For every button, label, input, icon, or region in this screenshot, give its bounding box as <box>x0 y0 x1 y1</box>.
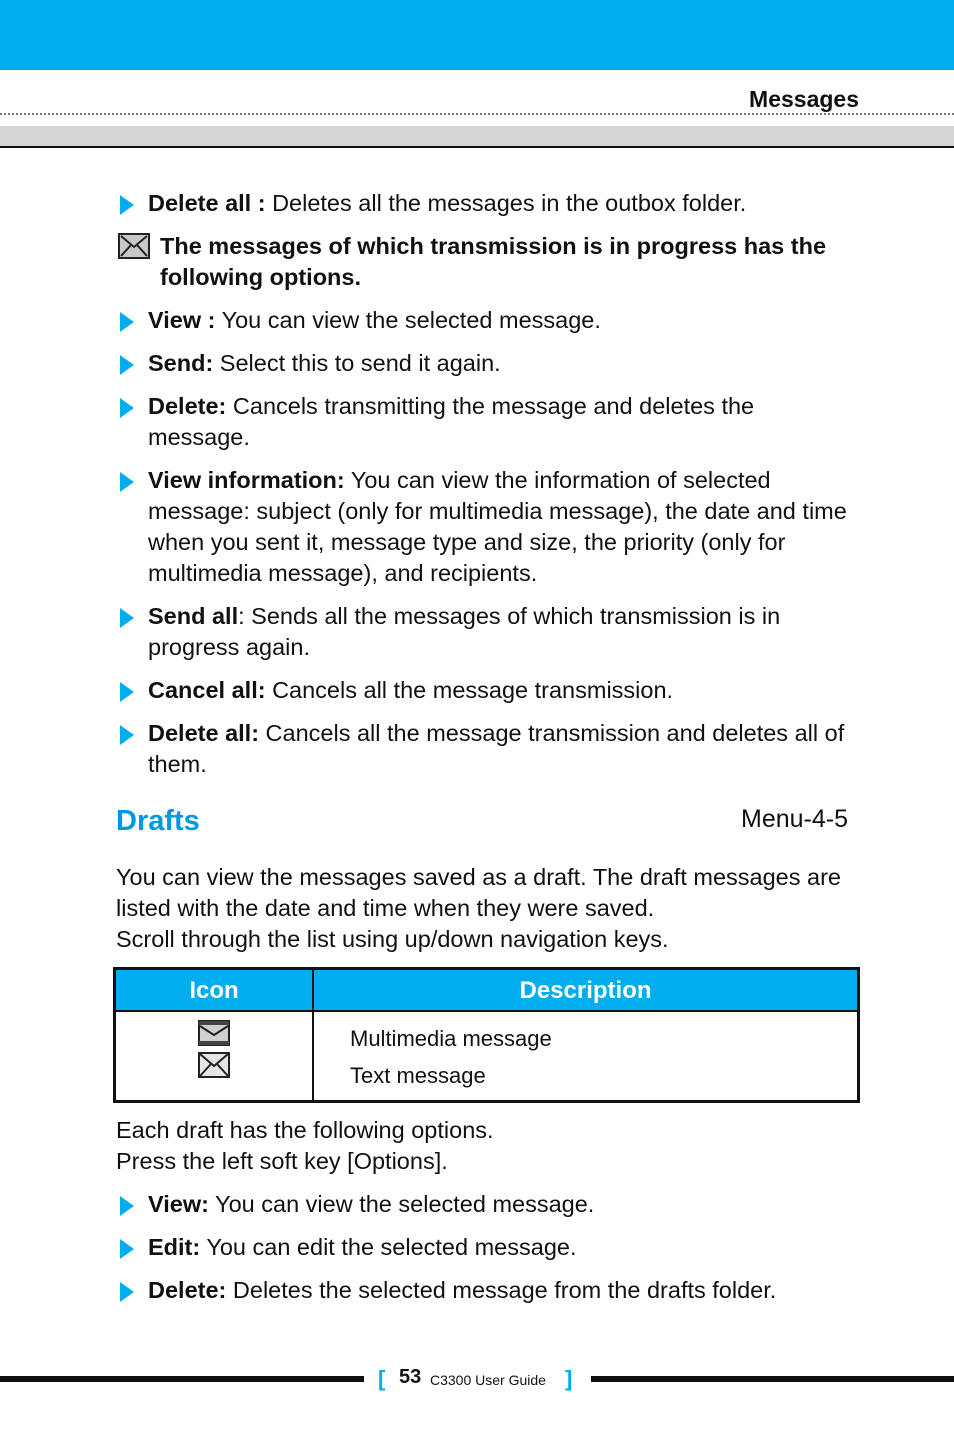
options-paragraph: Press the left soft key [Options]. <box>116 1148 448 1174</box>
bullet-text: Deletes the selected message from the drafts folder. <box>226 1277 777 1303</box>
bullet-text: You can view the selected message. <box>215 307 601 333</box>
note-text: The messages of which transmission is in progress has the following options. <box>160 233 827 290</box>
table-header-icon: Icon <box>115 969 314 1012</box>
bullet-label: Edit: <box>148 1234 201 1260</box>
menu-reference: Menu-4-5 <box>741 805 848 833</box>
table-header-description: Description <box>313 969 859 1012</box>
bullet-text: Cancels all the message transmission and deletes all of them. <box>148 720 845 777</box>
arrow-bullet-icon <box>120 1196 134 1216</box>
bullet-cancel-all <box>116 675 861 706</box>
arrow-bullet-icon <box>120 725 134 745</box>
bullet-text: Deletes all the messages in the outbox folder. <box>265 190 747 216</box>
bullet-label: Send all <box>148 603 239 629</box>
arrow-bullet-icon <box>120 195 134 215</box>
bullet-text: You can view the information of selected message: subject (only for multimedia message), the date and time when you sent it, message type and size, the priority (only for multimedia message), and recipients. <box>148 467 847 586</box>
bullet-view <box>116 305 861 336</box>
arrow-bullet-icon <box>120 1239 134 1259</box>
table-cell-description: Multimedia message <box>350 1026 552 1051</box>
bullet-text: Cancels transmitting the message and deletes the message. <box>148 393 755 450</box>
bullet-text: Select this to send it again. <box>213 350 501 376</box>
bullet-label: View: <box>148 1191 209 1217</box>
bullet-label: View : <box>148 307 216 333</box>
page-content <box>116 188 861 1318</box>
bullet-label: Delete all: <box>148 720 260 746</box>
section-title: Messages <box>749 86 859 112</box>
bullet-text: You can view the selected message. <box>208 1191 595 1217</box>
drafts-heading: Drafts <box>116 805 200 837</box>
table-cell-description: Text message <box>350 1063 486 1088</box>
drafts-options-intro <box>116 1115 861 1177</box>
bullet-text: Cancels all the message transmission. <box>265 677 674 703</box>
arrow-bullet-icon <box>120 608 134 628</box>
bullet-label: Send: <box>148 350 214 376</box>
arrow-bullet-icon <box>120 398 134 418</box>
arrow-bullet-icon <box>120 355 134 375</box>
bullet-draft-edit <box>116 1232 861 1263</box>
top-color-band <box>0 0 954 70</box>
sending-message-icon <box>118 233 150 259</box>
options-paragraph: Each draft has the following options. <box>116 1117 494 1143</box>
bullet-label: Delete all : <box>148 190 266 216</box>
bullet-text: : Sends all the messages of which transmission is in progress again. <box>148 603 781 660</box>
table-row <box>115 1011 859 1102</box>
bullet-delete-all <box>116 718 861 780</box>
bullet-text: You can edit the selected message. <box>200 1234 577 1260</box>
in-progress-note <box>116 231 861 293</box>
arrow-bullet-icon <box>120 682 134 702</box>
arrow-bullet-icon <box>120 312 134 332</box>
guide-title: C3300 User Guide <box>430 1372 546 1388</box>
drafts-intro <box>116 862 861 955</box>
gray-header-band <box>0 126 954 148</box>
bullet-draft-view <box>116 1189 861 1220</box>
multimedia-envelope-icon <box>198 1020 230 1046</box>
arrow-bullet-icon <box>120 472 134 492</box>
arrow-bullet-icon <box>120 1282 134 1302</box>
page-footer <box>0 1366 954 1396</box>
intro-paragraph: Scroll through the list using up/down navigation keys. <box>116 926 669 952</box>
envelope-icon <box>198 1052 230 1078</box>
bullet-send <box>116 348 861 379</box>
bullet-draft-delete <box>116 1275 861 1306</box>
footer-bracket-open: [ <box>378 1366 386 1391</box>
bullet-label: Delete: <box>148 393 227 419</box>
icon-table <box>113 967 860 1103</box>
drafts-heading-row <box>116 806 861 846</box>
page-number: 53 <box>399 1366 422 1388</box>
bullet-label: Delete: <box>148 1277 227 1303</box>
bullet-label: View information: <box>148 467 345 493</box>
bullet-delete <box>116 391 861 453</box>
bullet-view-information <box>116 465 861 589</box>
dotted-divider <box>0 113 954 115</box>
intro-paragraph: You can view the messages saved as a draft. The draft messages are listed with the date and time when they were saved. <box>116 864 841 921</box>
bullet-send-all <box>116 601 861 663</box>
footer-rule <box>0 1376 364 1382</box>
bullet-label: Cancel all: <box>148 677 266 703</box>
footer-bracket-close: ] <box>565 1366 573 1391</box>
bullet-delete-all-outbox <box>116 188 861 219</box>
footer-rule <box>591 1376 954 1382</box>
